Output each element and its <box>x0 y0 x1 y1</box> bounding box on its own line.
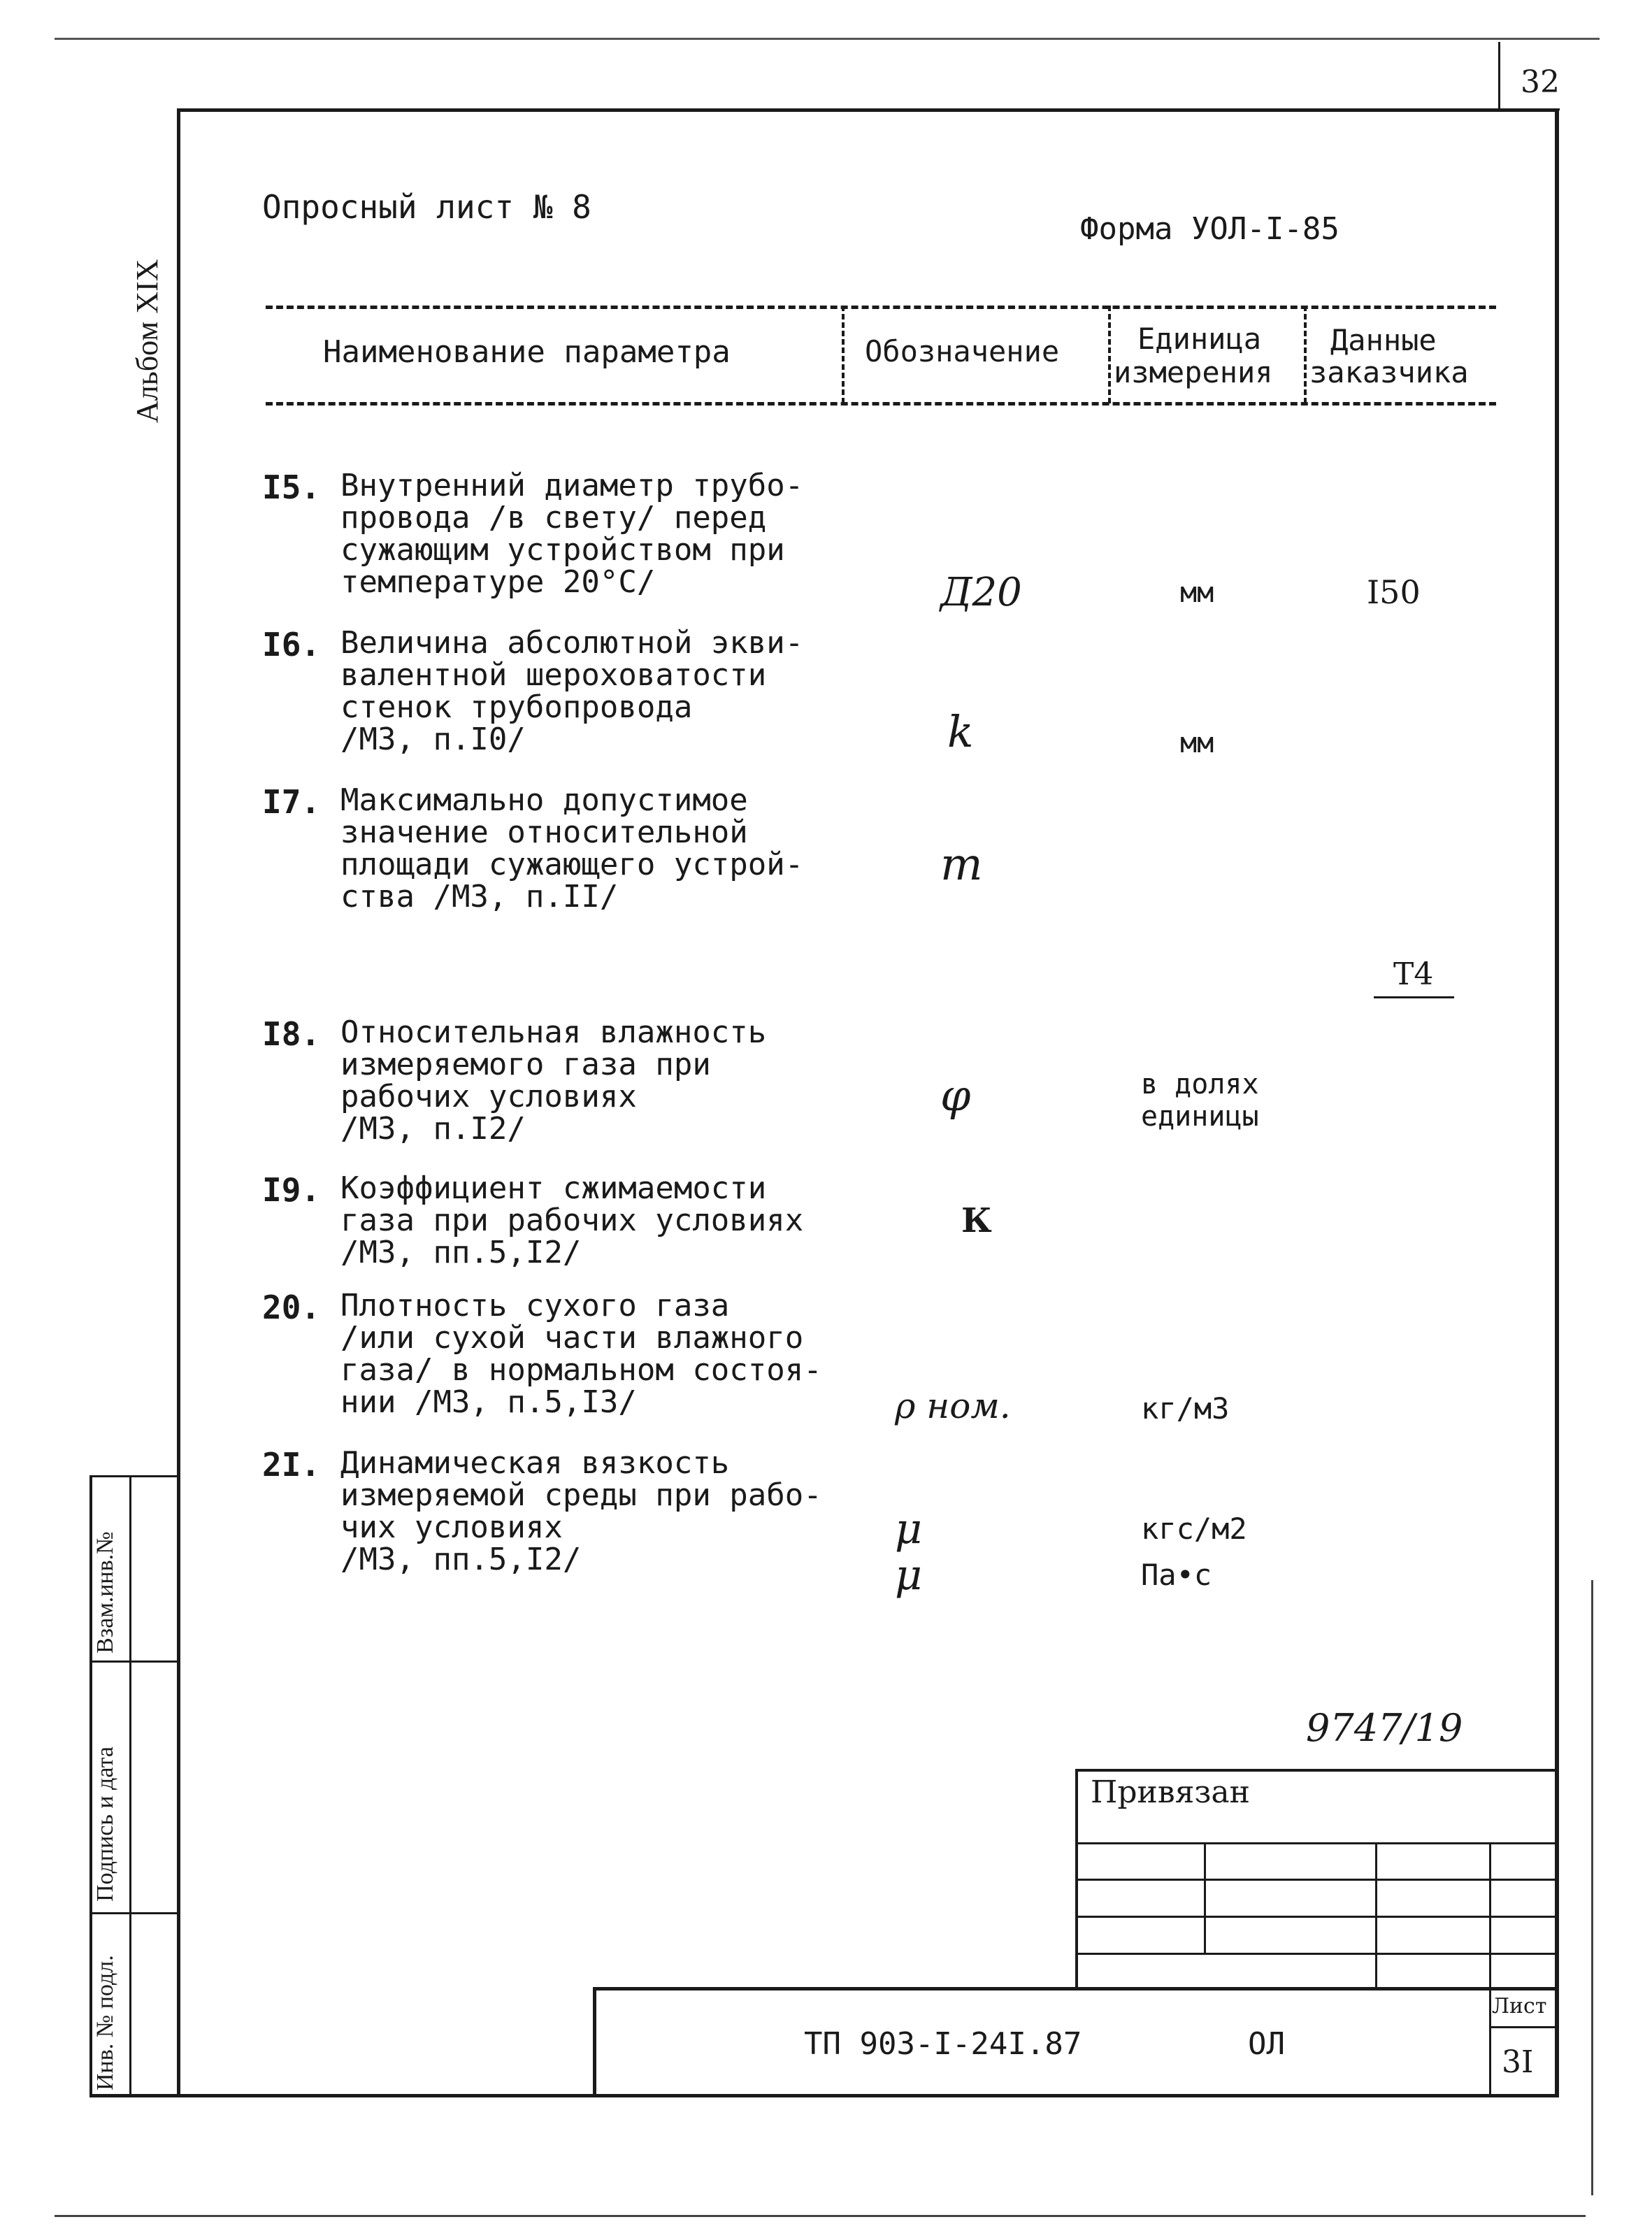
item-15-symbol: Д20 <box>940 570 1022 615</box>
side-row-2 <box>89 1660 179 1663</box>
header-data-1: Данные <box>1330 323 1437 357</box>
item-21-line-2: измеряемой среды при рабо- <box>340 1477 822 1513</box>
side-row-1 <box>89 1475 179 1477</box>
item-21-unit: кгс/м2 <box>1141 1512 1247 1546</box>
item-21-symbol: μ <box>895 1505 922 1554</box>
item-19-line-2: газа при рабочих условиях <box>340 1203 804 1238</box>
title-block-top <box>593 1987 1559 1990</box>
item-18-line-3: рабочих условиях <box>340 1079 637 1114</box>
stamp-col-1 <box>1204 1842 1206 1954</box>
item-18-line-2: измеряемого газа при <box>340 1047 711 1082</box>
item-17-line-4: ства /М3, п.II/ <box>340 879 619 914</box>
item-16-line-4: /М3, п.I0/ <box>340 722 526 757</box>
header-name: Наименование параметра <box>323 334 731 370</box>
item-17-number: I7. <box>262 783 321 821</box>
stamp-row-4 <box>1075 1953 1558 1955</box>
item-20-line-1: Плотность сухого газа <box>340 1288 730 1324</box>
page-title: Опросный лист № 8 <box>262 188 591 226</box>
item-18-symbol: φ <box>940 1070 971 1121</box>
sheet-number: 3I <box>1502 2044 1534 2080</box>
item-19-line-1: Коэффициент сжимаемости <box>340 1170 767 1206</box>
sheet-col-left <box>1489 1987 1491 2097</box>
item-19-number: I9. <box>262 1171 321 1209</box>
title-block-left <box>593 1987 596 2097</box>
side-col-mid <box>129 1475 131 2097</box>
stamp-row-3 <box>1075 1916 1558 1918</box>
item-21-line-4: /М3, пп.5,I2/ <box>340 1542 582 1577</box>
frame-top <box>177 108 1558 112</box>
item-17-line-1: Максимально допустимое <box>340 782 748 818</box>
item-18-line-4: /М3, п.I2/ <box>340 1111 526 1147</box>
t4-underline <box>1374 996 1454 998</box>
form-code: Форма УОЛ-I-85 <box>1080 211 1339 247</box>
item-20-line-2: /или сухой части влажного <box>340 1320 804 1356</box>
frame-right <box>1555 108 1559 2097</box>
item-17-symbol: m <box>940 839 983 891</box>
item-18-unit: в долях единицы <box>1141 1068 1259 1133</box>
header-sep-2 <box>1108 306 1111 403</box>
header-top-dash <box>266 306 1496 309</box>
side-row-3 <box>89 1912 179 1914</box>
item-20-line-3: газа/ в нормальном состоя- <box>340 1352 822 1388</box>
side-field-inv: Инв. № подл. <box>92 1955 118 2090</box>
header-designation: Обозначение <box>865 334 1060 368</box>
item-21-symbol-2: μ <box>895 1551 922 1600</box>
item-18-line-1: Относительная влажность <box>340 1014 767 1050</box>
item-17-line-2: значение относительной <box>340 815 748 850</box>
item-16-number: I6. <box>262 626 321 663</box>
t4-mark: Т4 <box>1393 956 1434 992</box>
item-21-unit-2: Па•с <box>1141 1558 1212 1592</box>
right-trim-line <box>1591 1580 1593 2195</box>
item-15-unit: мм <box>1180 577 1214 609</box>
header-sep-1 <box>842 306 845 403</box>
item-20-number: 20. <box>262 1289 321 1326</box>
doc-code: ТП 903-I-24I.87 <box>804 2026 1082 2062</box>
header-data-2: заказчика <box>1309 355 1469 389</box>
item-15-line-2: провода /в свету/ перед <box>340 500 767 536</box>
stamp-col-2 <box>1375 1842 1377 1989</box>
sheet-divider <box>1489 2026 1559 2028</box>
side-field-vzam: Взам.инв.№ <box>92 1531 118 1654</box>
frame-left <box>177 108 180 2097</box>
header-unit-2: измерения <box>1114 355 1273 389</box>
doc-type: ОЛ <box>1248 2026 1285 2062</box>
side-album-label: Альбом XIX <box>130 259 164 423</box>
sheet-label: Лист <box>1492 1994 1547 2018</box>
item-21-line-3: чих условиях <box>340 1509 563 1545</box>
item-16-symbol: k <box>947 706 974 757</box>
frame-bottom <box>89 2094 1559 2097</box>
item-15-line-1: Внутренний диаметр трубо- <box>340 468 804 503</box>
stamp-top <box>1075 1769 1558 1772</box>
side-field-podpis: Подпись и дата <box>92 1746 118 1902</box>
item-18-number: I8. <box>262 1015 321 1053</box>
header-bottom-dash <box>266 402 1496 406</box>
item-15-line-4: температуре 20°С/ <box>340 564 656 600</box>
item-16-line-3: стенок трубопровода <box>340 689 693 725</box>
item-16-line-2: валентной шероховатости <box>340 657 767 693</box>
item-16-line-1: Величина абсолютной экви- <box>340 625 804 661</box>
item-20-symbol: ρ ном. <box>895 1386 1011 1426</box>
item-20-line-4: нии /М3, п.5,I3/ <box>340 1384 637 1420</box>
item-20-unit: кг/м3 <box>1141 1391 1230 1426</box>
item-21-line-1: Динамическая вязкость <box>340 1445 730 1481</box>
item-15-line-3: сужающим устройством при <box>340 532 785 568</box>
stamp-col-3 <box>1489 1842 1491 1989</box>
page-number: 32 <box>1521 64 1560 100</box>
bottom-trim-line <box>55 2215 1586 2217</box>
item-15-value: I50 <box>1367 573 1421 611</box>
handwritten-number: 9747/19 <box>1306 1706 1463 1750</box>
header-unit-1: Единица <box>1137 322 1262 356</box>
stamp-privyazan: Привязан <box>1091 1774 1250 1810</box>
item-19-line-3: /М3, пп.5,I2/ <box>340 1235 582 1270</box>
item-16-unit: мм <box>1180 727 1214 759</box>
item-17-line-3: площади сужающего устрой- <box>340 847 804 882</box>
stamp-row-2 <box>1075 1879 1558 1881</box>
item-15-number: I5. <box>262 468 321 506</box>
stamp-row-1 <box>1075 1842 1558 1844</box>
item-19-symbol: К <box>961 1201 992 1240</box>
item-21-number: 2I. <box>262 1446 321 1484</box>
top-trim-line <box>55 38 1600 40</box>
header-sep-3 <box>1304 306 1307 403</box>
